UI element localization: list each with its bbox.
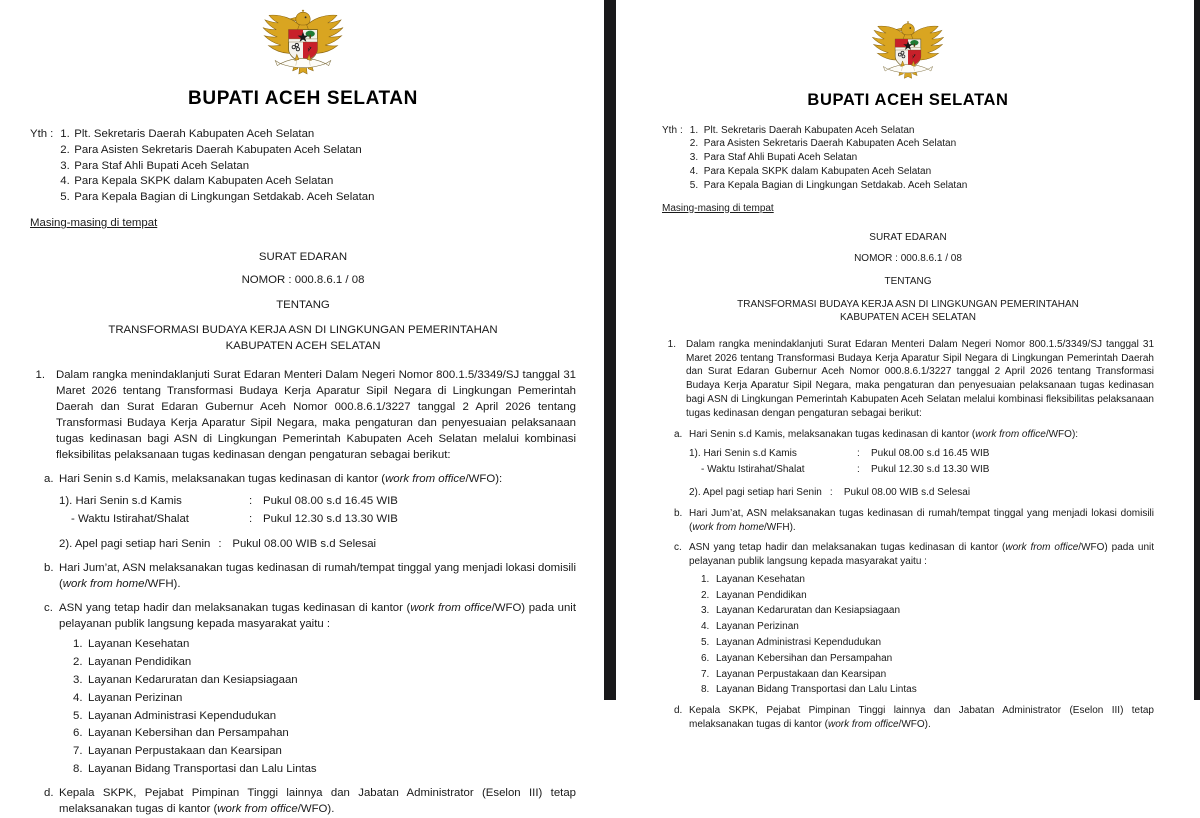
sub-item-d-marker: d. <box>674 705 683 717</box>
list-item-number: 3. <box>701 605 710 617</box>
recipients-label: Yth <box>662 124 678 136</box>
sub-item-c-italic: work from office <box>1005 542 1079 554</box>
list-item-number: 2. <box>60 143 70 156</box>
clause-1-number: 1. <box>667 338 676 350</box>
list-item-label: Para Kepala SKPK dalam Kabupaten Aceh Selatan <box>74 175 334 188</box>
list-item-label: Layanan Kesehatan <box>88 637 190 650</box>
schedule-row <box>689 486 1154 500</box>
recipients-block <box>662 124 1154 193</box>
sub-item-b-italic: work from home <box>62 577 145 590</box>
schedule-row-separator: : <box>218 537 222 550</box>
schedule-row-value: Pukul 08.00 s.d 16.45 WIB <box>871 448 990 460</box>
schedule-row-label: 1). Hari Senin s.d Kamis <box>689 448 797 460</box>
clause-1-text: Dalam rangka menindaklanjuti Surat Edaran Menteri Dalam Negeri Nomor 800.1.5/3349/SJ tanggal 31 Maret 2026 tentang Transformasi Budaya Kerja Aparatur Sipil Negara di Lingkungan Pemerintah Daerah dan Surat Edaran Gubernur Aceh Nomor 000.8.6.1/3227 tanggal 2 April 2026 tentang Transformasi Budaya Kerja Aparatur Sipil Negara, maka pengaturan dan penyesuaian pelaksanaan tugas kedinasan bagi ASN di Lingkungan Pemerintah Kabupaten Aceh Selatan melalui kombinasi fleksibilitas pelaksanaan tugas kedinasan dengan pengaturan sebagai berikut: <box>686 338 1154 419</box>
list-item-label: Layanan Perpustakaan dan Kearsipan <box>716 668 887 680</box>
list-item-number: 7. <box>73 745 83 758</box>
schedule-row-value: Pukul 12.30 s.d 13.30 WIB <box>263 512 398 525</box>
list-item <box>701 604 1154 618</box>
sub-item-c-text-before: ASN yang tetap hadir dan melaksanakan tugas kedinasan di kantor ( <box>689 542 1006 554</box>
list-item-label: Plt. Sekretaris Daerah Kabupaten Aceh Selatan <box>703 124 915 136</box>
schedule-row <box>689 463 1154 477</box>
list-item-number: 1. <box>701 573 710 585</box>
sub-item-d <box>44 786 576 818</box>
list-item-number: 5. <box>701 637 710 649</box>
recipients-list <box>690 124 968 193</box>
list-item-number: 2. <box>689 138 699 150</box>
sub-item-d-text-after: /WFO). <box>297 803 335 816</box>
recipients-colon: : <box>680 124 683 136</box>
emblem-container <box>662 14 1154 87</box>
letter-subject-line-1: TRANSFORMASI BUDAYA KERJA ASN DI LINGKUNGAN PEMERINTAHAN <box>737 298 1079 310</box>
list-item-label: Para Staf Ahli Bupati Aceh Selatan <box>74 159 250 172</box>
list-item <box>60 159 374 175</box>
sub-item-c-italic: work from office <box>410 601 492 614</box>
banner-scroll <box>275 58 331 67</box>
schedule-row-separator: : <box>829 486 833 498</box>
list-item-number: 1. <box>60 127 70 140</box>
list-item-number: 4. <box>60 175 70 188</box>
clause-1-number: 1. <box>35 369 45 382</box>
sub-item-b-text-after: /WFH). <box>764 521 796 533</box>
schedule-table <box>59 494 576 553</box>
list-item <box>690 137 968 151</box>
sub-item-d <box>674 704 1154 732</box>
list-item <box>701 668 1154 682</box>
recipients-block <box>30 127 576 207</box>
clause-1 <box>30 368 576 464</box>
list-item-number: 5. <box>689 179 699 191</box>
list-item <box>60 143 374 159</box>
recipients-list <box>60 127 374 207</box>
schedule-row-label: 1). Hari Senin s.d Kamis <box>59 494 182 507</box>
sub-item-a-text-before: Hari Senin s.d Kamis, melaksanakan tugas kedinasan di kantor ( <box>59 472 386 485</box>
right-edge-border <box>1194 0 1200 700</box>
sub-item-b-marker: b. <box>44 561 54 574</box>
list-item <box>701 652 1154 666</box>
list-item-label: Layanan Pendidikan <box>716 589 807 601</box>
letter-about-label: TENTANG <box>884 275 932 287</box>
list-item-number: 4. <box>73 691 83 704</box>
list-item-label: Para Staf Ahli Bupati Aceh Selatan <box>703 152 858 164</box>
sub-item-b-marker: b. <box>674 507 683 519</box>
list-item <box>701 573 1154 587</box>
list-item-number: 5. <box>60 191 70 204</box>
sub-item-d-text-after: /WFO). <box>898 719 931 731</box>
letter-subject-line-1: TRANSFORMASI BUDAYA KERJA ASN DI LINGKUNGAN PEMERINTAHAN <box>108 324 498 337</box>
list-item-label: Layanan Pendidikan <box>88 655 192 668</box>
list-item <box>690 124 968 138</box>
garuda-pancasila-emblem <box>251 6 355 78</box>
list-item <box>60 190 374 206</box>
service-list <box>689 573 1154 697</box>
sub-item-a-text-before: Hari Senin s.d Kamis, melaksanakan tugas kedinasan di kantor ( <box>689 428 976 440</box>
schedule-row-value: Pukul 08.00 s.d 16.45 WIB <box>263 494 398 507</box>
list-item-label: Plt. Sekretaris Daerah Kabupaten Aceh Selatan <box>74 127 315 140</box>
list-item-label: Para Kepala SKPK dalam Kabupaten Aceh Selatan <box>703 165 932 177</box>
list-item <box>73 655 576 671</box>
document-panel-right <box>616 0 1194 731</box>
list-item <box>60 174 374 190</box>
list-item-number: 5. <box>73 709 83 722</box>
list-item-number: 1. <box>689 124 699 136</box>
schedule-row-value: Pukul 12.30 s.d 13.30 WIB <box>871 464 990 476</box>
clause-1-text: Dalam rangka menindaklanjuti Surat Edaran Menteri Dalam Negeri Nomor 800.1.5/3349/SJ tanggal 31 Maret 2026 tentang Transformasi Budaya Kerja Aparatur Sipil Negara di Lingkungan Pemerintah Daerah dan Surat Edaran Gubernur Aceh Nomor 000.8.6.1/3227 tanggal 2 April 2026 tentang Transformasi Budaya Kerja Aparatur Sipil Negara, maka pengaturan dan penyesuaian pelaksanaan tugas kedinasan bagi ASN di Lingkungan Pemerintah Kabupaten Aceh Selatan melalui kombinasi fleksibilitas pelaksanaan tugas kedinasan dengan pengaturan sebagai berikut: <box>56 369 576 461</box>
list-item <box>73 762 576 778</box>
list-item-label: Layanan Bidang Transportasi dan Lalu Lintas <box>88 763 317 776</box>
list-item <box>690 165 968 179</box>
page-title: BUPATI ACEH SELATAN <box>807 90 1009 109</box>
schedule-row-label: 2). Apel pagi setiap hari Senin <box>689 486 822 498</box>
list-item-number: 4. <box>689 165 699 177</box>
sub-item-d-italic: work from office <box>217 803 298 816</box>
schedule-row-value: Pukul 08.00 WIB s.d Selesai <box>232 537 377 550</box>
sub-item-c-text-after: /WFO) pada unit pelayanan publik langsung kepada masyarakat yaitu : <box>59 601 577 630</box>
list-item-number: 3. <box>689 152 699 164</box>
list-item-number: 6. <box>701 652 710 664</box>
schedule-row <box>59 494 576 510</box>
sub-item-d-marker: d. <box>44 787 54 800</box>
list-item-number: 1. <box>73 637 83 650</box>
letter-subject-line-2: KABUPATEN ACEH SELATAN <box>840 312 976 324</box>
schedule-row-separator: : <box>857 448 860 460</box>
attention-line: Masing-masing di tempat <box>662 202 774 214</box>
list-item-label: Layanan Perpustakaan dan Kearsipan <box>88 745 282 758</box>
list-item-label: Layanan Kebersihan dan Persampahan <box>716 652 893 664</box>
list-item-number: 3. <box>73 673 83 686</box>
schedule-row-label: - Waktu Istirahat/Shalat <box>701 464 805 476</box>
list-item-label: Layanan Bidang Transportasi dan Lalu Lintas <box>716 684 917 696</box>
list-item-label: Layanan Kedaruratan dan Kesiapsiagaan <box>716 605 901 617</box>
clause-1 <box>662 338 1154 421</box>
list-item <box>701 589 1154 603</box>
sub-item-c <box>674 541 1154 697</box>
list-item-label: Layanan Kesehatan <box>716 573 805 585</box>
schedule-table <box>689 447 1154 499</box>
list-item <box>73 726 576 742</box>
list-item-number: 6. <box>73 727 83 740</box>
sub-item-c-marker: c. <box>44 601 53 614</box>
sub-item-d-text-before: Kepala SKPK, Pejabat Pimpinan Tinggi lainnya dan Jabatan Administrator (Eselon III) tetap melaksanakan tugas di kantor ( <box>689 705 1154 731</box>
list-item-number: 2. <box>701 589 710 601</box>
schedule-row-separator: : <box>857 464 860 476</box>
list-item <box>73 637 576 653</box>
sub-item-a-italic: work from office <box>385 472 466 485</box>
sub-item-a <box>44 472 576 553</box>
letter-about-label: TENTANG <box>276 299 330 312</box>
sub-item-c <box>44 601 576 779</box>
list-item-number: 8. <box>701 684 710 696</box>
schedule-row-label: 2). Apel pagi setiap hari Senin <box>59 537 211 550</box>
letter-heading-block <box>662 231 1154 324</box>
page-title: BUPATI ACEH SELATAN <box>188 87 418 109</box>
list-item <box>701 636 1154 650</box>
sub-item-a-text-after: /WFO): <box>1045 428 1079 440</box>
list-item-number: 2. <box>73 655 83 668</box>
sub-item-c-text-before: ASN yang tetap hadir dan melaksanakan tugas kedinasan di kantor ( <box>59 601 411 614</box>
letter-number: NOMOR : 000.8.6.1 / 08 <box>241 274 365 287</box>
garuda-pancasila-emblem <box>862 18 954 82</box>
recipients-colon: : <box>50 127 54 140</box>
list-item-label: Para Asisten Sekretaris Daerah Kabupaten Aceh Selatan <box>74 143 362 156</box>
sub-item-a <box>674 428 1154 500</box>
schedule-row <box>59 537 576 553</box>
list-item <box>701 620 1154 634</box>
sub-item-c-marker: c. <box>674 542 682 554</box>
list-item <box>690 151 968 165</box>
letter-type: SURAT EDARAN <box>258 251 348 264</box>
schedule-row <box>689 447 1154 461</box>
letter-heading-block <box>30 250 576 354</box>
list-item <box>73 709 576 725</box>
schedule-row-separator: : <box>249 512 253 525</box>
list-item-label: Para Kepala Bagian di Lingkungan Setdakab. Aceh Selatan <box>703 179 968 191</box>
list-item-label: Layanan Administrasi Kependudukan <box>716 637 882 649</box>
list-item-label: Layanan Kebersihan dan Persampahan <box>88 727 289 740</box>
list-item <box>73 744 576 760</box>
service-list <box>59 637 576 779</box>
list-item <box>690 179 968 193</box>
list-item-number: 8. <box>73 763 83 776</box>
list-item-label: Para Asisten Sekretaris Daerah Kabupaten Aceh Selatan <box>703 138 957 150</box>
sub-item-b-text-after: /WFH). <box>144 577 181 590</box>
list-item-label: Layanan Administrasi Kependudukan <box>88 709 277 722</box>
list-item-number: 3. <box>60 159 70 172</box>
list-item <box>73 673 576 689</box>
schedule-row <box>59 512 576 528</box>
sub-item-a-italic: work from office <box>975 428 1046 440</box>
sub-item-a-text-after: /WFO): <box>465 472 503 485</box>
list-item-number: 4. <box>701 621 710 633</box>
letter-number: NOMOR : 000.8.6.1 / 08 <box>854 253 962 265</box>
sub-item-d-italic: work from office <box>827 719 899 731</box>
banner-scroll <box>883 65 932 73</box>
sub-item-b <box>674 507 1154 535</box>
letter-type: SURAT EDARAN <box>869 232 947 244</box>
attention-line: Masing-masing di tempat <box>30 217 158 230</box>
list-item-label: Layanan Kedaruratan dan Kesiapsiagaan <box>88 673 298 686</box>
schedule-row-label: - Waktu Istirahat/Shalat <box>71 512 189 525</box>
list-item-number: 7. <box>701 668 710 680</box>
sub-item-d-text-before: Kepala SKPK, Pejabat Pimpinan Tinggi lainnya dan Jabatan Administrator (Eselon III) tetap melaksanakan tugas di kantor ( <box>59 787 576 816</box>
list-item <box>60 127 374 143</box>
schedule-row-separator: : <box>249 494 253 507</box>
sub-item-a-marker: a. <box>674 428 683 440</box>
sub-item-b-italic: work from home <box>692 521 765 533</box>
emblem-container <box>30 4 576 84</box>
list-item-label: Para Kepala Bagian di Lingkungan Setdakab. Aceh Selatan <box>74 191 375 204</box>
list-item <box>701 683 1154 697</box>
list-item-label: Layanan Perizinan <box>88 691 183 704</box>
panel-divider <box>604 0 616 700</box>
sub-item-c-text-after: /WFO) pada unit pelayanan publik langsung kepada masyarakat yaitu : <box>689 542 1155 568</box>
sub-item-b <box>44 561 576 593</box>
schedule-row-value: Pukul 08.00 WIB s.d Selesai <box>843 486 971 498</box>
sub-item-b-text-before: Hari Jum’at, ASN melaksanakan tugas kedinasan di rumah/tempat tinggal yang menjadi lokasi domisili ( <box>689 507 1154 533</box>
list-item-label: Layanan Perizinan <box>716 621 799 633</box>
surat-edaran-document-copy <box>616 0 1194 731</box>
recipients-label: Yth <box>30 127 48 140</box>
sub-item-b-text-before: Hari Jum’at, ASN melaksanakan tugas kedinasan di rumah/tempat tinggal yang menjadi lokasi domisili ( <box>59 561 576 590</box>
sub-item-a-marker: a. <box>44 472 54 485</box>
list-item <box>73 691 576 707</box>
letter-subject-line-2: KABUPATEN ACEH SELATAN <box>225 339 381 352</box>
